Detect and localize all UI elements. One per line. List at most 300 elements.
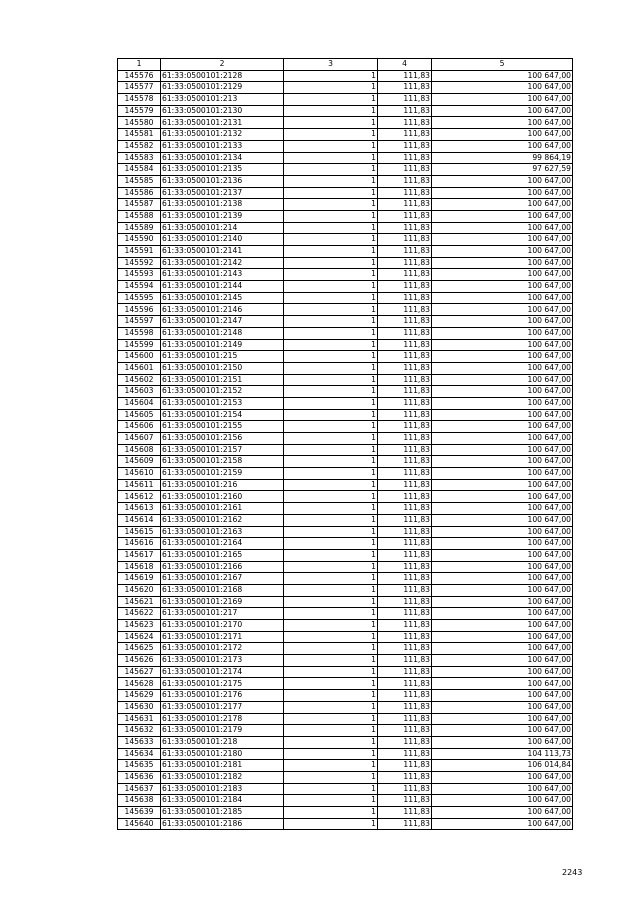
cadastral-number-cell: 61:33:0500101:2173 — [161, 655, 284, 667]
cadastral-number-cell: 61:33:0500101:2169 — [161, 596, 284, 608]
value-cell: 100 647,00 — [432, 456, 573, 468]
cadastral-number-cell: 61:33:0500101:2136 — [161, 175, 284, 187]
cadastral-number-cell: 61:33:0500101:2139 — [161, 210, 284, 222]
cadastral-number-cell: 61:33:0500101:2184 — [161, 795, 284, 807]
count-cell: 1 — [284, 690, 378, 702]
table-row — [118, 339, 573, 351]
count-cell: 1 — [284, 187, 378, 199]
row-number-cell: 145585 — [118, 175, 161, 187]
area-cell: 111,83 — [378, 678, 432, 690]
count-cell: 1 — [284, 479, 378, 491]
area-cell: 111,83 — [378, 783, 432, 795]
area-cell: 111,83 — [378, 140, 432, 152]
area-cell: 111,83 — [378, 304, 432, 316]
area-cell: 111,83 — [378, 444, 432, 456]
count-cell: 1 — [284, 760, 378, 772]
count-cell: 1 — [284, 783, 378, 795]
table-row — [118, 666, 573, 678]
table-row — [118, 655, 573, 667]
area-cell: 111,83 — [378, 70, 432, 82]
cadastral-number-cell: 61:33:0500101:2137 — [161, 187, 284, 199]
area-cell: 111,83 — [378, 526, 432, 538]
table-row — [118, 771, 573, 783]
value-cell: 100 647,00 — [432, 421, 573, 433]
area-cell: 111,83 — [378, 620, 432, 632]
value-cell: 100 647,00 — [432, 736, 573, 748]
table-row — [118, 327, 573, 339]
row-number-cell: 145601 — [118, 362, 161, 374]
row-number-cell: 145576 — [118, 70, 161, 82]
count-cell: 1 — [284, 117, 378, 129]
table-row — [118, 152, 573, 164]
area-cell: 111,83 — [378, 608, 432, 620]
area-cell: 111,83 — [378, 164, 432, 176]
cadastral-number-cell: 61:33:0500101:2149 — [161, 339, 284, 351]
count-cell: 1 — [284, 620, 378, 632]
count-cell: 1 — [284, 503, 378, 515]
cadastral-number-cell: 61:33:0500101:2138 — [161, 199, 284, 211]
column-header: 2 — [161, 59, 284, 71]
count-cell: 1 — [284, 771, 378, 783]
value-cell: 100 647,00 — [432, 339, 573, 351]
value-cell: 100 647,00 — [432, 561, 573, 573]
table-row — [118, 807, 573, 819]
area-cell: 111,83 — [378, 234, 432, 246]
count-cell: 1 — [284, 292, 378, 304]
value-cell: 100 647,00 — [432, 643, 573, 655]
cadastral-number-cell: 61:33:0500101:2165 — [161, 549, 284, 561]
value-cell: 100 647,00 — [432, 304, 573, 316]
count-cell: 1 — [284, 397, 378, 409]
value-cell: 100 647,00 — [432, 292, 573, 304]
value-cell: 100 647,00 — [432, 327, 573, 339]
value-cell: 100 647,00 — [432, 818, 573, 830]
table-row — [118, 316, 573, 328]
row-number-cell: 145618 — [118, 561, 161, 573]
value-cell: 100 647,00 — [432, 316, 573, 328]
row-number-cell: 145633 — [118, 736, 161, 748]
area-cell: 111,83 — [378, 152, 432, 164]
area-cell: 111,83 — [378, 129, 432, 141]
area-cell: 111,83 — [378, 222, 432, 234]
area-cell: 111,83 — [378, 503, 432, 515]
area-cell: 111,83 — [378, 292, 432, 304]
area-cell: 111,83 — [378, 631, 432, 643]
row-number-cell: 145637 — [118, 783, 161, 795]
row-number-cell: 145577 — [118, 82, 161, 94]
table-row — [118, 526, 573, 538]
count-cell: 1 — [284, 596, 378, 608]
count-cell: 1 — [284, 281, 378, 293]
table-row — [118, 386, 573, 398]
row-number-cell: 145583 — [118, 152, 161, 164]
cadastral-number-cell: 61:33:0500101:2156 — [161, 433, 284, 445]
cadastral-number-cell: 61:33:0500101:2145 — [161, 292, 284, 304]
table-row — [118, 514, 573, 526]
count-cell: 1 — [284, 234, 378, 246]
table-row — [118, 690, 573, 702]
count-cell: 1 — [284, 468, 378, 480]
table-row — [118, 70, 573, 82]
area-cell: 111,83 — [378, 187, 432, 199]
cadastral-number-cell: 61:33:0500101:216 — [161, 479, 284, 491]
value-cell: 100 647,00 — [432, 140, 573, 152]
column-header: 3 — [284, 59, 378, 71]
cadastral-number-cell: 61:33:0500101:217 — [161, 608, 284, 620]
row-number-cell: 145629 — [118, 690, 161, 702]
value-cell: 100 647,00 — [432, 94, 573, 106]
area-cell: 111,83 — [378, 351, 432, 363]
area-cell: 111,83 — [378, 771, 432, 783]
column-header: 4 — [378, 59, 432, 71]
count-cell: 1 — [284, 643, 378, 655]
area-cell: 111,83 — [378, 327, 432, 339]
count-cell: 1 — [284, 257, 378, 269]
value-cell: 100 647,00 — [432, 70, 573, 82]
value-cell: 100 647,00 — [432, 362, 573, 374]
area-cell: 111,83 — [378, 362, 432, 374]
data-table — [117, 58, 573, 830]
row-number-cell: 145595 — [118, 292, 161, 304]
area-cell: 111,83 — [378, 573, 432, 585]
row-number-cell: 145616 — [118, 538, 161, 550]
table-row — [118, 199, 573, 211]
cadastral-number-cell: 61:33:0500101:2154 — [161, 409, 284, 421]
value-cell: 100 647,00 — [432, 187, 573, 199]
area-cell: 111,83 — [378, 210, 432, 222]
cadastral-number-cell: 61:33:0500101:2178 — [161, 713, 284, 725]
area-cell: 111,83 — [378, 94, 432, 106]
count-cell: 1 — [284, 655, 378, 667]
row-number-cell: 145623 — [118, 620, 161, 632]
table-row — [118, 573, 573, 585]
area-cell: 111,83 — [378, 514, 432, 526]
value-cell: 100 647,00 — [432, 397, 573, 409]
table-row — [118, 105, 573, 117]
value-cell: 104 113,73 — [432, 748, 573, 760]
cadastral-number-cell: 61:33:0500101:2182 — [161, 771, 284, 783]
count-cell: 1 — [284, 129, 378, 141]
table-row — [118, 549, 573, 561]
row-number-cell: 145606 — [118, 421, 161, 433]
count-cell: 1 — [284, 561, 378, 573]
area-cell: 111,83 — [378, 818, 432, 830]
area-cell: 111,83 — [378, 199, 432, 211]
area-cell: 111,83 — [378, 82, 432, 94]
row-number-cell: 145640 — [118, 818, 161, 830]
value-cell: 100 647,00 — [432, 584, 573, 596]
table-row — [118, 117, 573, 129]
count-cell: 1 — [284, 339, 378, 351]
value-cell: 100 647,00 — [432, 105, 573, 117]
count-cell: 1 — [284, 164, 378, 176]
count-cell: 1 — [284, 631, 378, 643]
count-cell: 1 — [284, 491, 378, 503]
cadastral-number-cell: 61:33:0500101:2151 — [161, 374, 284, 386]
count-cell: 1 — [284, 433, 378, 445]
value-cell: 100 647,00 — [432, 631, 573, 643]
cadastral-number-cell: 61:33:0500101:2179 — [161, 725, 284, 737]
table-row — [118, 678, 573, 690]
count-cell: 1 — [284, 374, 378, 386]
value-cell: 100 647,00 — [432, 491, 573, 503]
area-cell: 111,83 — [378, 725, 432, 737]
area-cell: 111,83 — [378, 246, 432, 258]
area-cell: 111,83 — [378, 736, 432, 748]
value-cell: 100 647,00 — [432, 526, 573, 538]
value-cell: 100 647,00 — [432, 479, 573, 491]
value-cell: 106 014,84 — [432, 760, 573, 772]
count-cell: 1 — [284, 807, 378, 819]
table-row — [118, 596, 573, 608]
row-number-cell: 145635 — [118, 760, 161, 772]
cadastral-number-cell: 61:33:0500101:2162 — [161, 514, 284, 526]
count-cell: 1 — [284, 316, 378, 328]
count-cell: 1 — [284, 421, 378, 433]
cadastral-number-cell: 61:33:0500101:2177 — [161, 701, 284, 713]
table-row — [118, 468, 573, 480]
table-row — [118, 82, 573, 94]
table-row — [118, 210, 573, 222]
value-cell: 100 647,00 — [432, 468, 573, 480]
cadastral-number-cell: 61:33:0500101:2160 — [161, 491, 284, 503]
table-row — [118, 269, 573, 281]
area-cell: 111,83 — [378, 468, 432, 480]
row-number-cell: 145607 — [118, 433, 161, 445]
value-cell: 100 647,00 — [432, 538, 573, 550]
row-number-cell: 145631 — [118, 713, 161, 725]
column-header: 5 — [432, 59, 573, 71]
row-number-cell: 145584 — [118, 164, 161, 176]
row-number-cell: 145581 — [118, 129, 161, 141]
row-number-cell: 145580 — [118, 117, 161, 129]
area-cell: 111,83 — [378, 269, 432, 281]
value-cell: 100 647,00 — [432, 795, 573, 807]
table-header-row — [118, 59, 573, 71]
row-number-cell: 145617 — [118, 549, 161, 561]
area-cell: 111,83 — [378, 655, 432, 667]
cadastral-number-cell: 61:33:0500101:2143 — [161, 269, 284, 281]
table-row — [118, 187, 573, 199]
cadastral-number-cell: 61:33:0500101:215 — [161, 351, 284, 363]
cadastral-number-cell: 61:33:0500101:2159 — [161, 468, 284, 480]
row-number-cell: 145620 — [118, 584, 161, 596]
column-header: 1 — [118, 59, 161, 71]
count-cell: 1 — [284, 456, 378, 468]
value-cell: 100 647,00 — [432, 514, 573, 526]
table-row — [118, 456, 573, 468]
cadastral-number-cell: 61:33:0500101:2144 — [161, 281, 284, 293]
count-cell: 1 — [284, 246, 378, 258]
value-cell: 100 647,00 — [432, 386, 573, 398]
area-cell: 111,83 — [378, 386, 432, 398]
table-row — [118, 397, 573, 409]
area-cell: 111,83 — [378, 561, 432, 573]
count-cell: 1 — [284, 152, 378, 164]
table-row — [118, 421, 573, 433]
count-cell: 1 — [284, 444, 378, 456]
row-number-cell: 145579 — [118, 105, 161, 117]
table-row — [118, 479, 573, 491]
count-cell: 1 — [284, 82, 378, 94]
value-cell: 100 647,00 — [432, 175, 573, 187]
cadastral-number-cell: 61:33:0500101:2142 — [161, 257, 284, 269]
table-row — [118, 281, 573, 293]
count-cell: 1 — [284, 199, 378, 211]
count-cell: 1 — [284, 105, 378, 117]
area-cell: 111,83 — [378, 807, 432, 819]
value-cell: 100 647,00 — [432, 701, 573, 713]
row-number-cell: 145625 — [118, 643, 161, 655]
count-cell: 1 — [284, 795, 378, 807]
area-cell: 111,83 — [378, 584, 432, 596]
row-number-cell: 145590 — [118, 234, 161, 246]
row-number-cell: 145622 — [118, 608, 161, 620]
area-cell: 111,83 — [378, 105, 432, 117]
value-cell: 100 647,00 — [432, 783, 573, 795]
table-row — [118, 643, 573, 655]
row-number-cell: 145591 — [118, 246, 161, 258]
row-number-cell: 145588 — [118, 210, 161, 222]
cadastral-number-cell: 61:33:0500101:214 — [161, 222, 284, 234]
cadastral-number-cell: 61:33:0500101:213 — [161, 94, 284, 106]
cadastral-number-cell: 61:33:0500101:2167 — [161, 573, 284, 585]
row-number-cell: 145608 — [118, 444, 161, 456]
count-cell: 1 — [284, 701, 378, 713]
row-number-cell: 145603 — [118, 386, 161, 398]
row-number-cell: 145602 — [118, 374, 161, 386]
area-cell: 111,83 — [378, 409, 432, 421]
row-number-cell: 145615 — [118, 526, 161, 538]
cadastral-number-cell: 61:33:0500101:2186 — [161, 818, 284, 830]
count-cell: 1 — [284, 351, 378, 363]
value-cell: 100 647,00 — [432, 444, 573, 456]
area-cell: 111,83 — [378, 701, 432, 713]
cadastral-number-cell: 61:33:0500101:2132 — [161, 129, 284, 141]
row-number-cell: 145592 — [118, 257, 161, 269]
table-row — [118, 491, 573, 503]
page-number: 2243 — [562, 868, 583, 877]
cadastral-number-cell: 61:33:0500101:2133 — [161, 140, 284, 152]
count-cell: 1 — [284, 362, 378, 374]
value-cell: 100 647,00 — [432, 82, 573, 94]
value-cell: 100 647,00 — [432, 620, 573, 632]
row-number-cell: 145600 — [118, 351, 161, 363]
value-cell: 100 647,00 — [432, 725, 573, 737]
count-cell: 1 — [284, 140, 378, 152]
cadastral-number-cell: 61:33:0500101:2128 — [161, 70, 284, 82]
cadastral-number-cell: 61:33:0500101:2183 — [161, 783, 284, 795]
value-cell: 100 647,00 — [432, 222, 573, 234]
cadastral-number-cell: 61:33:0500101:2134 — [161, 152, 284, 164]
table-row — [118, 561, 573, 573]
row-number-cell: 145627 — [118, 666, 161, 678]
value-cell: 100 647,00 — [432, 503, 573, 515]
row-number-cell: 145598 — [118, 327, 161, 339]
row-number-cell: 145634 — [118, 748, 161, 760]
cadastral-number-cell: 61:33:0500101:2130 — [161, 105, 284, 117]
table-row — [118, 246, 573, 258]
count-cell: 1 — [284, 736, 378, 748]
value-cell: 100 647,00 — [432, 690, 573, 702]
count-cell: 1 — [284, 409, 378, 421]
cadastral-number-cell: 61:33:0500101:2152 — [161, 386, 284, 398]
area-cell: 111,83 — [378, 643, 432, 655]
cadastral-number-cell: 61:33:0500101:2141 — [161, 246, 284, 258]
value-cell: 100 647,00 — [432, 281, 573, 293]
row-number-cell: 145609 — [118, 456, 161, 468]
row-number-cell: 145586 — [118, 187, 161, 199]
row-number-cell: 145589 — [118, 222, 161, 234]
table-row — [118, 631, 573, 643]
area-cell: 111,83 — [378, 549, 432, 561]
value-cell: 100 647,00 — [432, 129, 573, 141]
value-cell: 100 647,00 — [432, 269, 573, 281]
area-cell: 111,83 — [378, 491, 432, 503]
row-number-cell: 145610 — [118, 468, 161, 480]
area-cell: 111,83 — [378, 690, 432, 702]
area-cell: 111,83 — [378, 538, 432, 550]
row-number-cell: 145636 — [118, 771, 161, 783]
count-cell: 1 — [284, 386, 378, 398]
value-cell: 100 647,00 — [432, 608, 573, 620]
area-cell: 111,83 — [378, 316, 432, 328]
cadastral-number-cell: 61:33:0500101:2181 — [161, 760, 284, 772]
row-number-cell: 145611 — [118, 479, 161, 491]
table-row — [118, 701, 573, 713]
count-cell: 1 — [284, 725, 378, 737]
value-cell: 100 647,00 — [432, 678, 573, 690]
value-cell: 100 647,00 — [432, 409, 573, 421]
row-number-cell: 145624 — [118, 631, 161, 643]
table-body — [118, 70, 573, 830]
count-cell: 1 — [284, 222, 378, 234]
table-row — [118, 292, 573, 304]
count-cell: 1 — [284, 327, 378, 339]
value-cell: 100 647,00 — [432, 117, 573, 129]
cadastral-number-cell: 61:33:0500101:2166 — [161, 561, 284, 573]
row-number-cell: 145638 — [118, 795, 161, 807]
table-row — [118, 164, 573, 176]
table-row — [118, 795, 573, 807]
row-number-cell: 145604 — [118, 397, 161, 409]
cadastral-number-cell: 61:33:0500101:2146 — [161, 304, 284, 316]
value-cell: 100 647,00 — [432, 374, 573, 386]
count-cell: 1 — [284, 526, 378, 538]
table-row — [118, 362, 573, 374]
value-cell: 100 647,00 — [432, 807, 573, 819]
count-cell: 1 — [284, 210, 378, 222]
table-row — [118, 409, 573, 421]
table-row — [118, 725, 573, 737]
cadastral-number-cell: 61:33:0500101:2155 — [161, 421, 284, 433]
count-cell: 1 — [284, 269, 378, 281]
table-row — [118, 94, 573, 106]
table-row — [118, 234, 573, 246]
value-cell: 100 647,00 — [432, 666, 573, 678]
cadastral-number-cell: 61:33:0500101:2175 — [161, 678, 284, 690]
table-row — [118, 140, 573, 152]
table-row — [118, 818, 573, 830]
value-cell: 100 647,00 — [432, 771, 573, 783]
area-cell: 111,83 — [378, 175, 432, 187]
area-cell: 111,83 — [378, 596, 432, 608]
row-number-cell: 145614 — [118, 514, 161, 526]
row-number-cell: 145613 — [118, 503, 161, 515]
value-cell: 97 627,59 — [432, 164, 573, 176]
row-number-cell: 145628 — [118, 678, 161, 690]
count-cell: 1 — [284, 678, 378, 690]
